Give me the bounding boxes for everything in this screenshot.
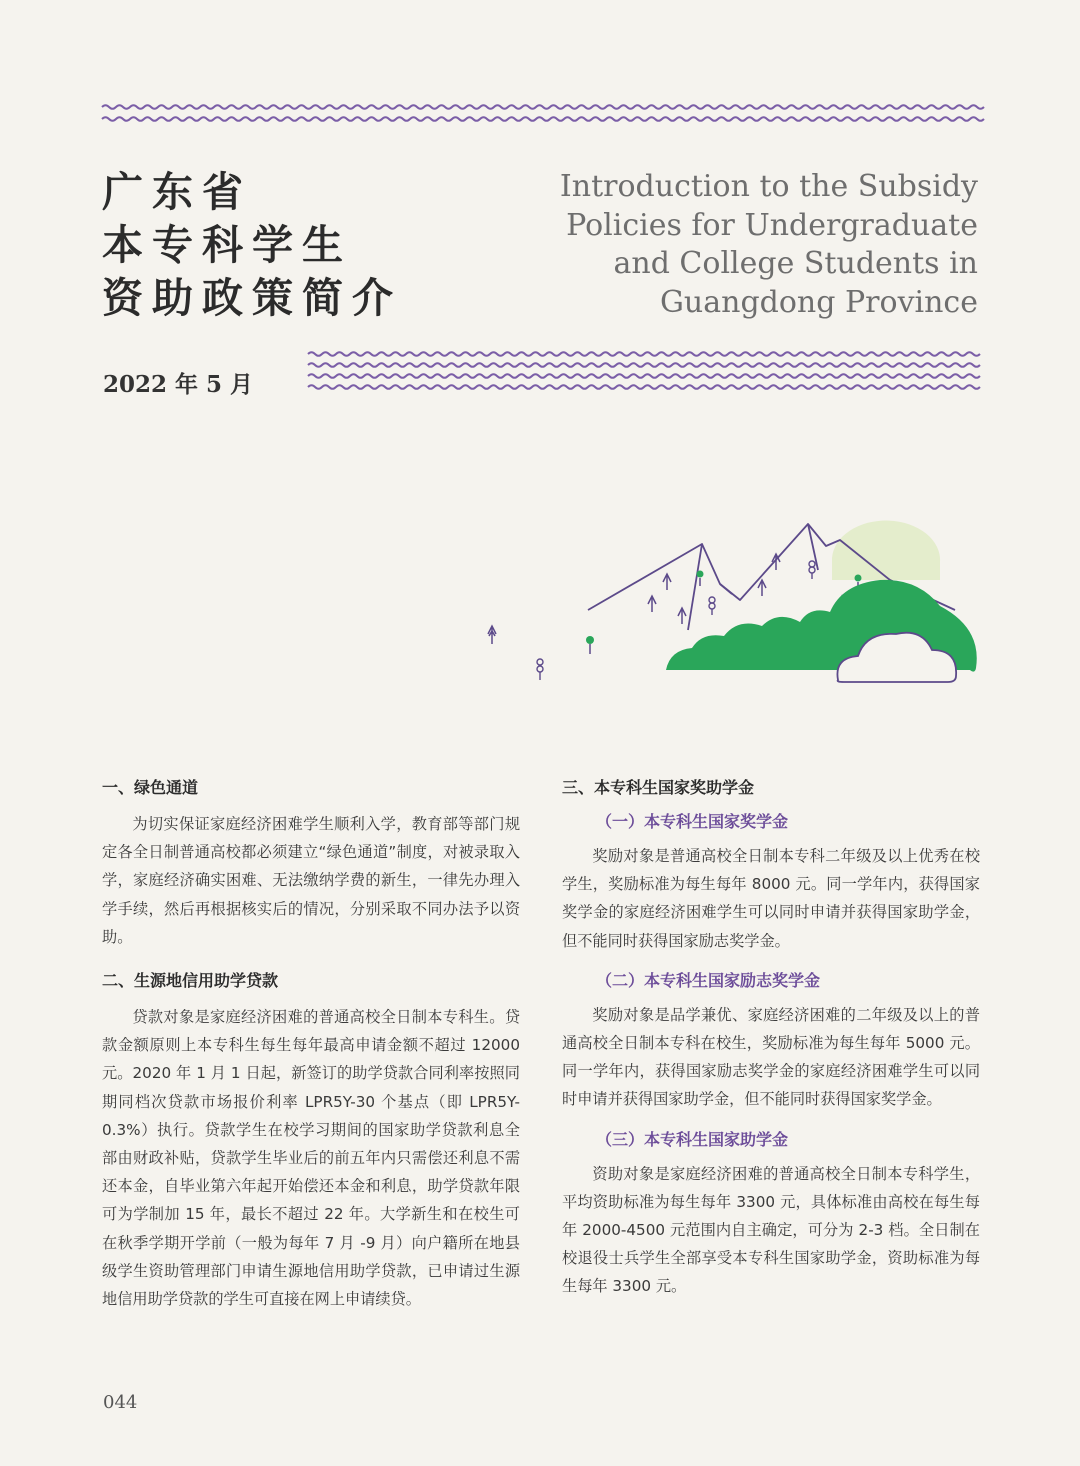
subsection-heading-national-scholarship: （一）本专科生国家奖学金 xyxy=(596,812,789,831)
title-en-line-1: Introduction to the Subsidy xyxy=(559,169,978,204)
mountain-landscape-illustration xyxy=(470,510,990,710)
title-en-line-3: and College Students in xyxy=(613,246,978,281)
page-title-chinese xyxy=(102,166,462,325)
title-en-line-4: Guangdong Province xyxy=(659,284,978,320)
subsection-heading-national-grant: （三）本专科生国家助学金 xyxy=(596,1129,789,1149)
section-heading-national-scholarships: 三、本专科生国家奖助学金 xyxy=(562,778,755,797)
left-column xyxy=(102,776,520,1331)
section-paragraph-green-channel: 为切实保证家庭经济困难学生顺利入学，教育部等部门规定各全日制普通高校都必须建立“绿色通道”制度，对被录取入学，家庭经济确实困难、无法缴纳学费的新生，一律先办理入学手续，然后再根据核实后的情况，分别采取不同办法予以资助。 xyxy=(102,815,520,946)
subsection-paragraph-encouragement-scholarship: 奖励对象是品学兼优、家庭经济困难的二年级及以上的普通高校全日制本专科在校生，奖励标准为每生每年 5000 元。同一学年内，获得国家励志奖学金的家庭经济困难学生可以同时申请并获得国家助学金，但不能同时获得国家奖学金。 xyxy=(562,1005,980,1109)
section-paragraph-student-loan: 贷款对象是家庭经济困难的普通高校全日制本专科生。贷款金额原则上本专科生每生每年最高申请金额不超过 12000 元。2020 年 1 月 1 日起，新签订的助学贷款合同利率按照同期同档次贷款市场报价利率 LPR5Y-30 个基点（即 LPR5Y-0.3%）执行。贷款学生在校学习期间的国家助学贷款利息全部由财政补贴，贷款学生毕业后的前五年内只需偿还利息不需还本金，自毕业第六年起开始偿还本金和利息，助学贷款年限可为学制加 15 年，最长不超过 22 年。大学新生和在校生可在秋季学期开学前（一般为每年 7 月 -9 月）向户籍所在地县级学生资助管理部门申请生源地信用助学贷款，已申请过生源地信用助学贷款的学生可直接在网上申请续贷。 xyxy=(102,1008,520,1309)
subsection-paragraph-national-grant: 资助对象是家庭经济困难的普通高校全日制本专科学生，平均资助标准为每生每年 3300 元，具体标准由高校在每生每年 2000-4500 元范围内自主确定，可分为 2-3 档。全日制在校退役士兵学生全部享受本专科生国家助学金，资助标准为每生每年 3300 元。 xyxy=(562,1164,980,1296)
title-cn-line-1: 广东省 xyxy=(102,168,252,216)
title-cn-line-2: 本专科学生 xyxy=(102,221,352,269)
section-heading-green-channel: 一、绿色通道 xyxy=(102,778,199,797)
top-wave-decoration xyxy=(102,102,978,124)
subsection-heading-encouragement-scholarship: （二）本专科生国家励志奖学金 xyxy=(596,970,821,990)
title-en-line-2: Policies for Undergraduate xyxy=(566,207,978,243)
right-column xyxy=(562,776,980,1315)
section-heading-student-loan: 二、生源地信用助学贷款 xyxy=(102,971,279,991)
sun-icon xyxy=(832,521,940,580)
mid-wave-decoration xyxy=(308,348,978,394)
title-cn-line-3: 资助政策简介 xyxy=(102,274,402,322)
page-title-english xyxy=(518,168,978,322)
page-number: 044 xyxy=(103,1392,138,1413)
publication-date: 2022 年 5 月 xyxy=(103,371,254,398)
subsection-paragraph-national-scholarship: 奖励对象是普通高校全日制本专科二年级及以上优秀在校学生，奖励标准为每生每年 8000 元。同一学年内，获得国家奖学金的家庭经济困难学生可以同时申请并获得国家助学金，但不能同时获得国家励志奖学金。 xyxy=(562,847,980,950)
